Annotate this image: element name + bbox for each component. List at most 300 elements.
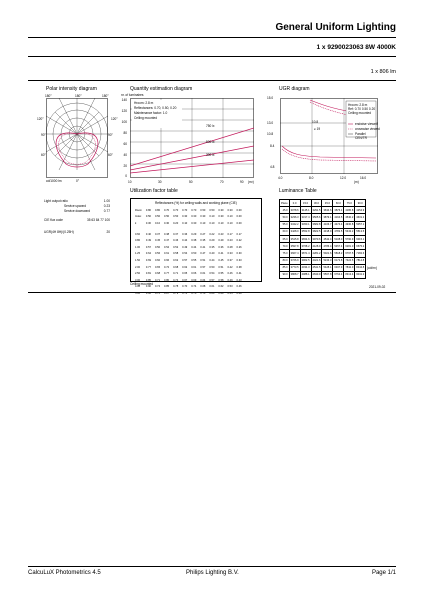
utilization-ref-cell: 0.70 <box>191 208 197 212</box>
luminance-cell: 5428.1 <box>322 264 333 271</box>
utilization-cell: 0.61 <box>191 265 197 269</box>
luminance-cell: 90.0 <box>280 271 290 278</box>
polar-angle-left-60: 60° <box>41 153 46 157</box>
utilization-cell: 0.66 <box>191 272 197 276</box>
utilization-cell: 0.50 <box>209 265 215 269</box>
utilization-cell: 0.29 <box>209 239 215 243</box>
utilization-cell: 0.49 <box>182 245 188 249</box>
utilization-cell: 0.49 <box>227 278 233 282</box>
polar-angle-right-90: 90° <box>108 133 113 137</box>
quantity-legend-line: Hroom: 2.8 m <box>134 101 154 105</box>
polar-footer-angle: 0° <box>76 179 80 183</box>
utilization-cell: 0.42 <box>227 265 233 269</box>
quantity-chart <box>130 98 254 178</box>
utilization-ref-row <box>134 221 243 226</box>
utilization-cell: 0.44 <box>182 239 188 243</box>
utilization-cell: 0.57 <box>145 245 151 249</box>
utilization-cell: 0.35 <box>209 245 215 249</box>
luminance-cell: 6015.1 <box>355 235 366 242</box>
utilization-cell: 0.72 <box>164 265 170 269</box>
luminance-header-cell: 75.0 <box>344 200 355 207</box>
utilization-cell: 0.51 <box>218 265 224 269</box>
utilization-cell: 0.64 <box>200 278 206 282</box>
utilization-cell: 0.17 <box>236 232 242 236</box>
ugr-legend-line: crosswise viewed <box>355 127 380 131</box>
utilization-cell: 0.61 <box>209 285 215 289</box>
luminance-cell: 50.0 <box>280 214 290 221</box>
utilization-cell: 0.41 <box>236 272 242 276</box>
utilization-cell: 0.62 <box>182 265 188 269</box>
quantity-x-tick: 30 <box>158 180 162 184</box>
polar-diagram <box>46 98 108 178</box>
info-value: 0.23 <box>103 204 110 208</box>
utilization-cell: 0.81 <box>145 272 151 276</box>
luminance-cell: 4034.3 <box>300 264 311 271</box>
utilization-cell: 0.65 <box>154 265 161 269</box>
quantity-curve-label: 300 lx <box>206 153 215 157</box>
utilization-cell: 0.80 <box>135 239 141 243</box>
luminance-row <box>280 250 366 257</box>
utilization-cell: 0.87 <box>164 291 170 295</box>
utilization-cell: 0.22 <box>209 232 215 236</box>
utilization-cell: 0.35 <box>200 239 206 243</box>
utilization-cell: 0.60 <box>154 258 161 262</box>
utilization-cell: 0.61 <box>200 272 206 276</box>
luminance-header-cell: 0.0 <box>289 200 300 207</box>
luminance-cell: 5818.2 <box>333 250 344 257</box>
luminance-title: Luminance Table <box>279 188 317 194</box>
luminance-cell: 3342.2 <box>289 221 300 228</box>
luminance-cell: 3505.6 <box>311 214 322 221</box>
luminance-cell: 3682.8 <box>311 221 322 228</box>
luminance-header-cell: 60.0 <box>333 200 344 207</box>
utilization-cell: 0.71 <box>173 272 179 276</box>
quantity-y-tick: 60 <box>123 142 127 146</box>
utilization-cell: 0.36 <box>182 232 188 236</box>
ugr-x-tick: 16.0 <box>360 176 367 180</box>
content-bottom-rule <box>28 292 396 293</box>
ugr-legend-line: Parallel <box>355 132 366 136</box>
utilization-ref-cell: 0.00 <box>236 208 242 212</box>
ugr-y-tick: 13.0 <box>267 121 274 125</box>
luminance-cell: 3970.6 <box>311 235 322 242</box>
ugr-x-tick: 8.0 <box>309 176 314 180</box>
utilization-cell: 0.17 <box>227 232 233 236</box>
luminance-cell: 3450.1 <box>300 221 311 228</box>
utilization-ref-cell: 0.70 <box>164 208 170 212</box>
utilization-cell: 0.66 <box>164 258 170 262</box>
luminance-header-cell: 45.0 <box>322 200 333 207</box>
quantity-curve-label: 500 lx <box>206 140 215 144</box>
utilization-cell: 0.63 <box>209 291 215 295</box>
utilization-cell: 1.25 <box>135 252 141 256</box>
utilization-ref-cell: 0.30 <box>200 215 206 219</box>
utilization-cell: 0.37 <box>173 232 179 236</box>
luminance-cell: 5243.3 <box>322 257 333 264</box>
luminance-table <box>279 199 366 279</box>
ugr-marker: 10.8 <box>312 120 319 124</box>
ugr-title: UGR diagram <box>279 86 310 92</box>
luminance-cell: 5790.9 <box>344 235 355 242</box>
utilization-cell: 0.58 <box>173 252 179 256</box>
info-value: 1.00 <box>103 199 110 203</box>
utilization-cell: 0.57 <box>200 265 206 269</box>
utilization-cell: 0.62 <box>173 258 179 262</box>
luminance-cell: 5057.1 <box>355 221 366 228</box>
utilization-row <box>134 258 243 263</box>
utilization-ref-cell: 0.30 <box>164 221 170 225</box>
luminance-cell: 6575.2 <box>355 243 366 250</box>
utilization-cell: 0.41 <box>218 252 224 256</box>
utilization-cell: 0.26 <box>236 245 242 249</box>
utilization-ref-cell: 0.10 <box>218 221 224 225</box>
luminance-cell: 3667.4 <box>289 250 300 257</box>
utilization-cell: 0.67 <box>182 278 188 282</box>
ugr-info-value: 20 <box>106 230 110 234</box>
utilization-cell: 0.56 <box>154 252 161 256</box>
quantity-y-tick: 0 <box>125 174 127 178</box>
lumen-output: 1 x 806 lm <box>370 69 396 75</box>
luminance-cell: 3634.6 <box>322 207 333 214</box>
utilization-cell: 0.54 <box>209 272 215 276</box>
utilization-cell: 0.78 <box>173 285 179 289</box>
utilization-cell: 0.38 <box>164 232 170 236</box>
utilization-ref-cell: 0.30 <box>182 215 188 219</box>
luminance-row <box>280 257 366 264</box>
utilization-ref-cell: 0.30 <box>227 208 233 212</box>
utilization-cell: 0.60 <box>135 232 141 236</box>
luminance-cell: 7814.8 <box>355 257 366 264</box>
utilization-ref-cell: 0.20 <box>173 221 179 225</box>
luminance-cell: 4164.5 <box>333 214 344 221</box>
luminance-cell: 55.0 <box>280 221 290 228</box>
luminance-cell: 6497.9 <box>333 264 344 271</box>
utilization-cell: 0.61 <box>164 252 170 256</box>
utilization-caption: Reflectances (%) for ceiling walls and working plane (CIE) <box>155 201 237 205</box>
luminance-header-cell: 15.0 <box>300 200 311 207</box>
luminance-cell: 4254.9 <box>355 207 366 214</box>
info-label: Light output ratio <box>44 199 68 203</box>
luminance-cell: 4106.7 <box>322 221 333 228</box>
luminance-cell: 4631.2 <box>355 214 366 221</box>
luminance-cell: 5513.5 <box>355 228 366 235</box>
utilization-cell: 0.68 <box>200 285 206 289</box>
utilization-cell: 0.85 <box>164 285 170 289</box>
luminance-cell: 4633.9 <box>311 271 322 278</box>
utilization-ref-cell: 0.00 <box>236 215 242 219</box>
luminance-header-row <box>280 200 366 207</box>
utilization-cell: 0.47 <box>164 239 170 243</box>
utilization-cell: 0.50 <box>191 252 197 256</box>
utilization-cell: 0.74 <box>173 278 179 282</box>
utilization-cell: 0.85 <box>145 278 151 282</box>
ugr-legend-line: CEN/TR <box>355 136 367 140</box>
ugr-y-tick: 4.8 <box>270 165 275 169</box>
utilization-ref-cell: 0.30 <box>191 215 197 219</box>
footer-rule <box>28 566 396 567</box>
utilization-cell: 0.40 <box>209 252 215 256</box>
utilization-cell: 0.30 <box>236 252 242 256</box>
ugr-y-tick: 8.4 <box>270 144 275 148</box>
quantity-y-tick: 80 <box>123 131 127 135</box>
luminance-cell: 3515.8 <box>289 235 300 242</box>
utilization-row <box>134 271 243 276</box>
ugr-legend-line: endwise viewed <box>355 122 378 126</box>
utilization-cell: 0.74 <box>154 285 161 289</box>
quantity-legend-line: Maintenance factor: 1.0 <box>134 111 168 115</box>
luminance-cell: 4930.8 <box>344 221 355 228</box>
luminance-cell: 3078.6 <box>289 207 300 214</box>
luminance-cell: 6281.0 <box>344 243 355 250</box>
utilization-ref-cell: k <box>135 221 137 225</box>
utilization-ref-cell: 0.80 <box>154 208 161 212</box>
luminance-cell: 6172.8 <box>333 257 344 264</box>
utilization-cell: 0.37 <box>227 258 233 262</box>
footer-page: Page 1/1 <box>371 570 396 576</box>
utilization-ref-cell: 0.10 <box>209 221 215 225</box>
utilization-cell: 0.65 <box>182 272 188 276</box>
utilization-ref-cell: 0.50 <box>200 208 206 212</box>
ugr-legend-text: Ref: 0.70 0.50 0.20 <box>348 107 376 111</box>
luminance-cell: 85.0 <box>280 264 290 271</box>
utilization-ref-cell: 0.10 <box>227 221 233 225</box>
utilization-cell: 0.52 <box>173 245 179 249</box>
polar-angle-top-center: 180° <box>75 94 82 98</box>
utilization-ref-cell: 0.30 <box>218 215 224 219</box>
utilization-ref-cell: 0.30 <box>145 221 151 225</box>
luminance-cell: 4088.1 <box>300 271 311 278</box>
utilization-cell: 0.33 <box>227 252 233 256</box>
polar-angle-left-90: 90° <box>41 133 46 137</box>
luminance-cell: 5457.4 <box>333 243 344 250</box>
ugr-x-tick: 4.0 <box>278 176 283 180</box>
ugr-x-tick: 12.0 <box>340 176 347 180</box>
quantity-y-tick: 20 <box>123 164 127 168</box>
luminance-cell: 4782.5 <box>333 228 344 235</box>
utilization-cell: 3.00 <box>135 278 141 282</box>
utilization-row <box>134 232 243 237</box>
utilization-cell: 0.71 <box>182 291 188 295</box>
utilization-cell: 0.92 <box>145 291 151 295</box>
luminance-cell: 3871.4 <box>300 250 311 257</box>
luminance-cell: 3291.5 <box>311 207 322 214</box>
luminance-cell: 3822.5 <box>311 228 322 235</box>
luminance-cell: 5567.8 <box>322 271 333 278</box>
luminance-cell: 80.0 <box>280 257 290 264</box>
utilization-cell: 0.48 <box>236 291 242 295</box>
luminance-cell: 3879.1 <box>322 214 333 221</box>
luminance-cell: 45.0 <box>280 207 290 214</box>
utilization-cell: 0.50 <box>154 245 161 249</box>
utilization-ref-cell: 0.70 <box>173 208 179 212</box>
luminance-row <box>280 207 366 214</box>
luminance-cell: 7842.0 <box>344 264 355 271</box>
luminance-row <box>280 228 366 235</box>
utilization-cell: 0.69 <box>145 258 151 262</box>
luminance-cell: 4128.9 <box>311 243 322 250</box>
luminance-row <box>280 221 366 228</box>
utilization-cell: 0.64 <box>218 291 224 295</box>
info-label: Service downward <box>64 209 91 213</box>
utilization-cell: 0.74 <box>191 285 197 289</box>
luminance-cell: 4786.4 <box>322 243 333 250</box>
ugr-y-tick: 10.8 <box>267 132 274 136</box>
luminance-cell: 4318.9 <box>322 228 333 235</box>
utilization-cell: 0.55 <box>191 258 197 262</box>
quantity-ylabel: nr. of luminaires <box>121 93 144 97</box>
utilization-cell: 0.53 <box>227 285 233 289</box>
luminance-cell: 4281.2 <box>311 250 322 257</box>
luminance-header-cell: Plane <box>280 200 290 207</box>
polar-angle-right-120: 120° <box>111 117 118 121</box>
utilization-ref-cell: 0.10 <box>200 221 206 225</box>
luminance-cell: 4541.5 <box>311 264 322 271</box>
utilization-cell: 0.41 <box>200 245 206 249</box>
utilization-ref-cell: 0.10 <box>209 215 215 219</box>
luminance-cell: 5108.0 <box>333 235 344 242</box>
quantity-x-tick: 10 <box>128 180 132 184</box>
luminance-cell: 4186.8 <box>344 207 355 214</box>
utilization-cell: 1.00 <box>135 245 141 249</box>
luminance-row <box>280 243 366 250</box>
utilization-cell: 0.43 <box>236 278 242 282</box>
utilization-cell: 0.68 <box>173 265 179 269</box>
utilization-ref-cell: 0.30 <box>191 221 197 225</box>
utilization-cell: 0.40 <box>145 232 151 236</box>
quantity-x-tick: 90 <box>240 180 244 184</box>
utilization-ref-cell: 0.10 <box>182 221 188 225</box>
utilization-cell: 0.29 <box>191 232 197 236</box>
utilization-cell: 0.45 <box>154 239 161 243</box>
utilization-cell: 0.23 <box>227 239 233 243</box>
utilization-cell: 0.23 <box>218 232 224 236</box>
luminance-cell: 3773.5 <box>289 264 300 271</box>
utilization-ref-cell: 0.50 <box>145 215 151 219</box>
luminance-cell: 8444.8 <box>355 264 366 271</box>
utilization-footer: Ceiling mounted <box>130 282 154 286</box>
quantity-x-unit: (m²) <box>248 180 254 184</box>
ugr-x-unit: (m) <box>354 180 359 184</box>
utilization-cell: 0.45 <box>218 258 224 262</box>
utilization-ref-cell: Room <box>135 208 142 212</box>
luminance-cell: 3552.8 <box>300 228 311 235</box>
luminance-cell: 4540.2 <box>344 214 355 221</box>
polar-title: Polar intensity diagram <box>46 86 97 92</box>
utilization-cell: 0.55 <box>227 291 233 295</box>
luminance-cell: 3768.2 <box>300 243 311 250</box>
utilization-cell: 5.00 <box>135 291 141 295</box>
luminance-unit: (cd/m²) <box>367 266 378 270</box>
quantity-x-tick: 50 <box>189 180 193 184</box>
quantity-x-tick: 70 <box>220 180 224 184</box>
utilization-cell: 0.80 <box>164 278 170 282</box>
luminance-cell: 3428.0 <box>289 228 300 235</box>
utilization-cell: 0.55 <box>218 272 224 276</box>
utilization-ref-cell: 0.50 <box>173 215 179 219</box>
luminance-cell: 4421.6 <box>311 257 322 264</box>
quantity-curve-label: 750 lx <box>206 124 215 128</box>
utilization-ref-cell: 0.50 <box>209 208 215 212</box>
utilization-cell: 0.79 <box>173 291 179 295</box>
luminance-row <box>280 235 366 242</box>
utilization-ref-row <box>134 208 243 213</box>
footer-software: CalcuLuX Photometrics 4.5 <box>28 570 101 576</box>
luminance-cell: 3236.3 <box>289 214 300 221</box>
luminance-cell: 65.0 <box>280 235 290 242</box>
luminance-cell: 8313.4 <box>344 271 355 278</box>
luminance-cell: 4542.4 <box>322 235 333 242</box>
ugr-legend-text: Ceiling mounted <box>348 111 372 115</box>
utilization-ref-cell: 0.10 <box>154 221 161 225</box>
luminance-cell: 60.0 <box>280 228 290 235</box>
luminance-row <box>280 214 366 221</box>
utilization-cell: 2.00 <box>135 265 141 269</box>
utilization-cell: 0.36 <box>218 245 224 249</box>
document-title: General Uniform Lighting <box>275 22 396 33</box>
utilization-ref-row <box>134 215 243 220</box>
polar-angle-top-left: 180° <box>45 94 52 98</box>
quantity-title: Quantity estimation diagram <box>130 86 193 92</box>
utilization-cell: 0.76 <box>154 291 161 295</box>
utilization-cell: 0.64 <box>145 252 151 256</box>
luminance-cell: 7182.6 <box>355 250 366 257</box>
luminance-cell: 3597.8 <box>289 243 300 250</box>
utilization-ref-cell: 0.80 <box>145 208 151 212</box>
utilization-cell: 0.47 <box>200 252 206 256</box>
utilization-cell: 0.49 <box>145 239 151 243</box>
ugr-info-label: UGR(4H 8H)/(0.25H) <box>44 230 74 234</box>
luminance-cell: 3654.6 <box>300 235 311 242</box>
ugr-legend-text: Hroom: 2.8 m <box>348 103 368 107</box>
luminance-cell: 5021.6 <box>322 250 333 257</box>
cie-value: 35 63 84 77 100 <box>86 218 110 222</box>
polar-footer-unit: cd/1000 lm <box>46 179 62 183</box>
footer-company: Philips Lighting B.V. <box>186 570 239 576</box>
cie-label: CIE flux code <box>44 218 63 222</box>
utilization-cell: 0.33 <box>236 258 242 262</box>
utilization-cell: 0.71 <box>154 278 161 282</box>
utilization-cell: 0.54 <box>182 252 188 256</box>
utilization-ref-cell: 0.70 <box>182 208 188 212</box>
luminance-cell: 3808.7 <box>289 271 300 278</box>
luminance-cell: 3317.4 <box>300 214 311 221</box>
luminance-cell: 6797.5 <box>344 250 355 257</box>
utilization-cell: 0.62 <box>218 285 224 289</box>
utilization-cell: 0.37 <box>154 232 161 236</box>
utilization-ref-cell: 0.50 <box>164 215 170 219</box>
luminance-header-cell: 30.0 <box>311 200 322 207</box>
quantity-y-tick: 40 <box>123 153 127 157</box>
luminance-row <box>280 271 366 278</box>
utilization-cell: 0.38 <box>236 265 242 269</box>
utilization-cell: 0.22 <box>236 239 242 243</box>
luminance-cell: 5343.2 <box>344 228 355 235</box>
utilization-row <box>134 245 243 250</box>
utilization-cell: 0.44 <box>191 245 197 249</box>
header-rule <box>28 37 396 38</box>
polar-angle-top-right: 180° <box>102 94 109 98</box>
luminance-row <box>280 264 366 271</box>
polar-angle-left-120: 120° <box>37 117 44 121</box>
quantity-y-tick: 100 <box>121 120 127 124</box>
utilization-cell: 0.51 <box>200 258 206 262</box>
utilization-ref-cell: 0.00 <box>236 221 242 225</box>
utilization-cell: 0.57 <box>209 278 215 282</box>
utilization-cell: 0.27 <box>200 232 206 236</box>
utilization-cell: 0.28 <box>227 245 233 249</box>
utilization-cell: 0.77 <box>145 265 151 269</box>
info-label: Service upward <box>64 204 86 208</box>
